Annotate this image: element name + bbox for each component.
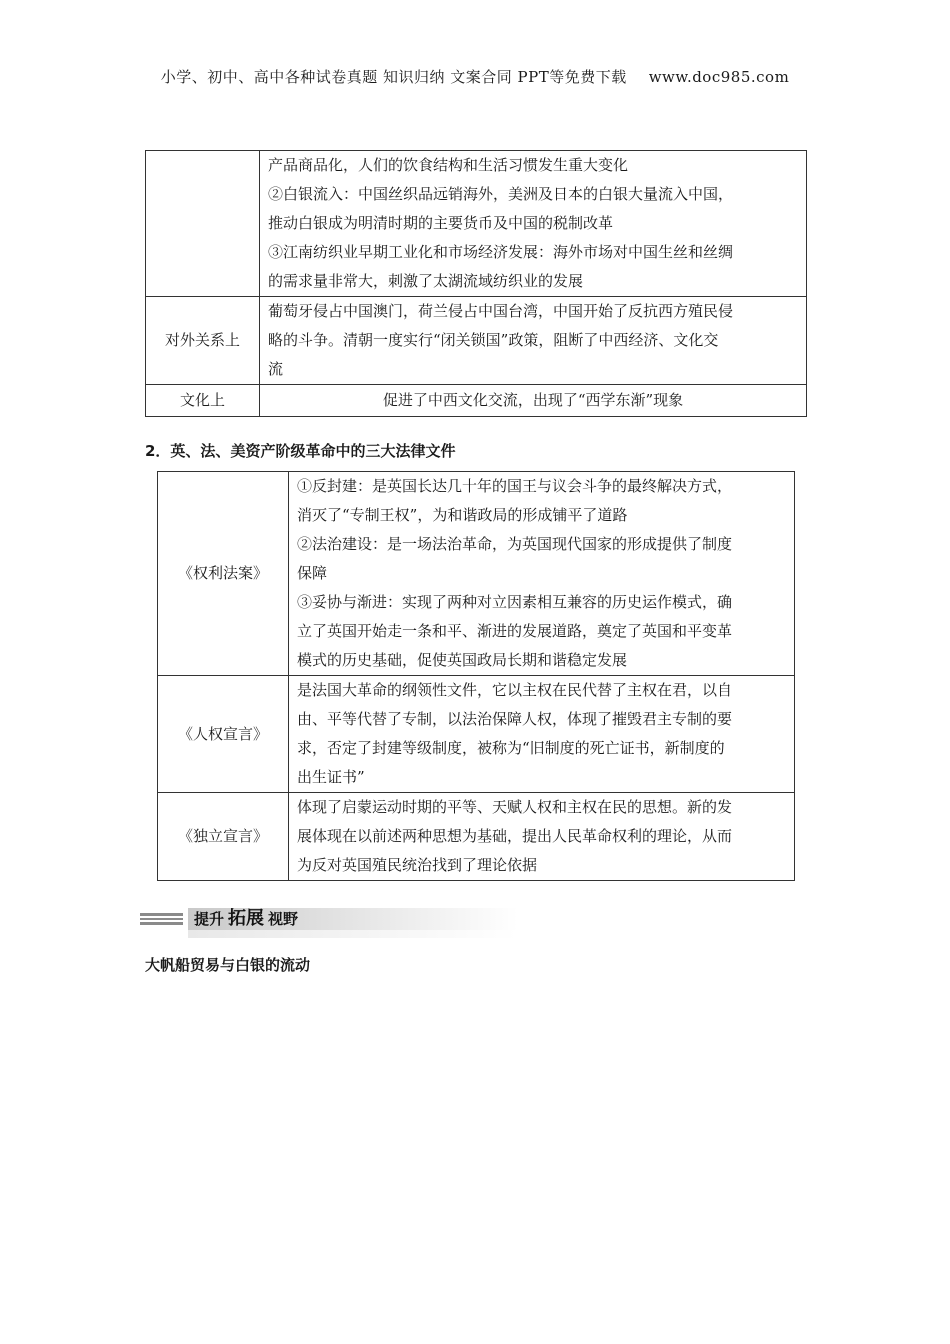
- text-line: 消灭了“专制王权”，为和谐政局的形成铺平了道路: [297, 506, 628, 524]
- table-row: [146, 297, 807, 385]
- table-cell-content: [289, 793, 795, 881]
- table-row: [158, 676, 795, 793]
- text-line: ②法治建设：是一场法治革命，为英国现代国家的形成提供了制度: [297, 535, 733, 553]
- banner-post: 视野: [268, 910, 299, 928]
- text-line: 立了英国开始走一条和平、渐进的发展道路，奠定了英国和平变革: [297, 622, 733, 640]
- table-cell-label: 《人权宣言》: [158, 676, 289, 793]
- header-text: 小学、初中、高中各种试卷真题 知识归纳 文案合同 PPT等免费下载: [160, 68, 627, 86]
- text-line: 为反对英国殖民统治找到了理论依据: [297, 856, 538, 874]
- page-header: [0, 66, 950, 87]
- text-line: 的需求量非常大，刺激了太湖流域纺织业的发展: [268, 272, 584, 290]
- table-cell-content: 促进了中西文化交流，出现了“西学东渐”现象: [260, 385, 807, 417]
- text-line: 出生证书”: [297, 768, 365, 786]
- text-line: ①反封建：是英国长达几十年的国王与议会斗争的最终解决方式，: [297, 477, 733, 495]
- section-title: 2．英、法、美资产阶级革命中的三大法律文件: [145, 442, 456, 460]
- banner-stripes-decoration: [140, 913, 183, 925]
- table-cell-content: [260, 297, 807, 385]
- banner-main: 拓展: [228, 908, 265, 929]
- text-line: 略的斗争。清朝一度实行“闭关锁国”政策，阻断了中西经济、文化交: [268, 331, 719, 349]
- text-line: 产品商品化，人们的饮食结构和生活习惯发生重大变化: [268, 156, 629, 174]
- text-line: 求，否定了封建等级制度，被称为“旧制度的死亡证书，新制度的: [297, 739, 725, 757]
- table-cell-label: 《独立宣言》: [158, 793, 289, 881]
- table-impact: [145, 150, 807, 417]
- table-row: [146, 151, 807, 297]
- header-url: www.doc985.com: [648, 68, 790, 86]
- banner-title: [194, 905, 298, 933]
- table-cell-content: [260, 151, 807, 297]
- table-cell-content: [289, 676, 795, 793]
- text-line: 葡萄牙侵占中国澳门，荷兰侵占中国台湾，中国开始了反抗西方殖民侵: [268, 302, 734, 320]
- text-line: 模式的历史基础，促使英国政局长期和谐稳定发展: [297, 651, 628, 669]
- text-line: 体现了启蒙运动时期的平等、天赋人权和主权在民的思想。新的发: [297, 798, 733, 816]
- table-legal-documents: [157, 471, 795, 881]
- text-line: 展体现在以前述两种思想为基础，提出人民革命权利的理论，从而: [297, 827, 733, 845]
- table-row: [158, 472, 795, 676]
- text-line: ③妥协与渐进：实现了两种对立因素相互兼容的历史运作模式，确: [297, 593, 733, 611]
- text-line: 推动白银成为明清时期的主要货币及中国的税制改革: [268, 214, 614, 232]
- table-cell-label: 文化上: [146, 385, 260, 417]
- table-cell-label: 《权利法案》: [158, 472, 289, 676]
- text-line: ②白银流入：中国丝织品远销海外，美洲及日本的白银大量流入中国，: [268, 185, 734, 203]
- text-line: 流: [268, 360, 284, 378]
- table-cell-label: 对外关系上: [146, 297, 260, 385]
- table-cell-content: [289, 472, 795, 676]
- banner-pre: 提升: [194, 910, 225, 928]
- subsection-title: 大帆船贸易与白银的流动: [145, 956, 311, 974]
- table-row: [158, 793, 795, 881]
- text-line: 是法国大革命的纲领性文件，它以主权在民代替了主权在君，以自: [297, 681, 733, 699]
- table-cell-label: [146, 151, 260, 297]
- table-row: [146, 385, 807, 417]
- text-line: ③江南纺织业早期工业化和市场经济发展：海外市场对中国生丝和丝绸: [268, 243, 734, 261]
- text-line: 保障: [297, 564, 328, 582]
- text-line: 由、平等代替了专制，以法治保障人权，体现了摧毁君主专制的要: [297, 710, 733, 728]
- section-banner: [140, 905, 520, 937]
